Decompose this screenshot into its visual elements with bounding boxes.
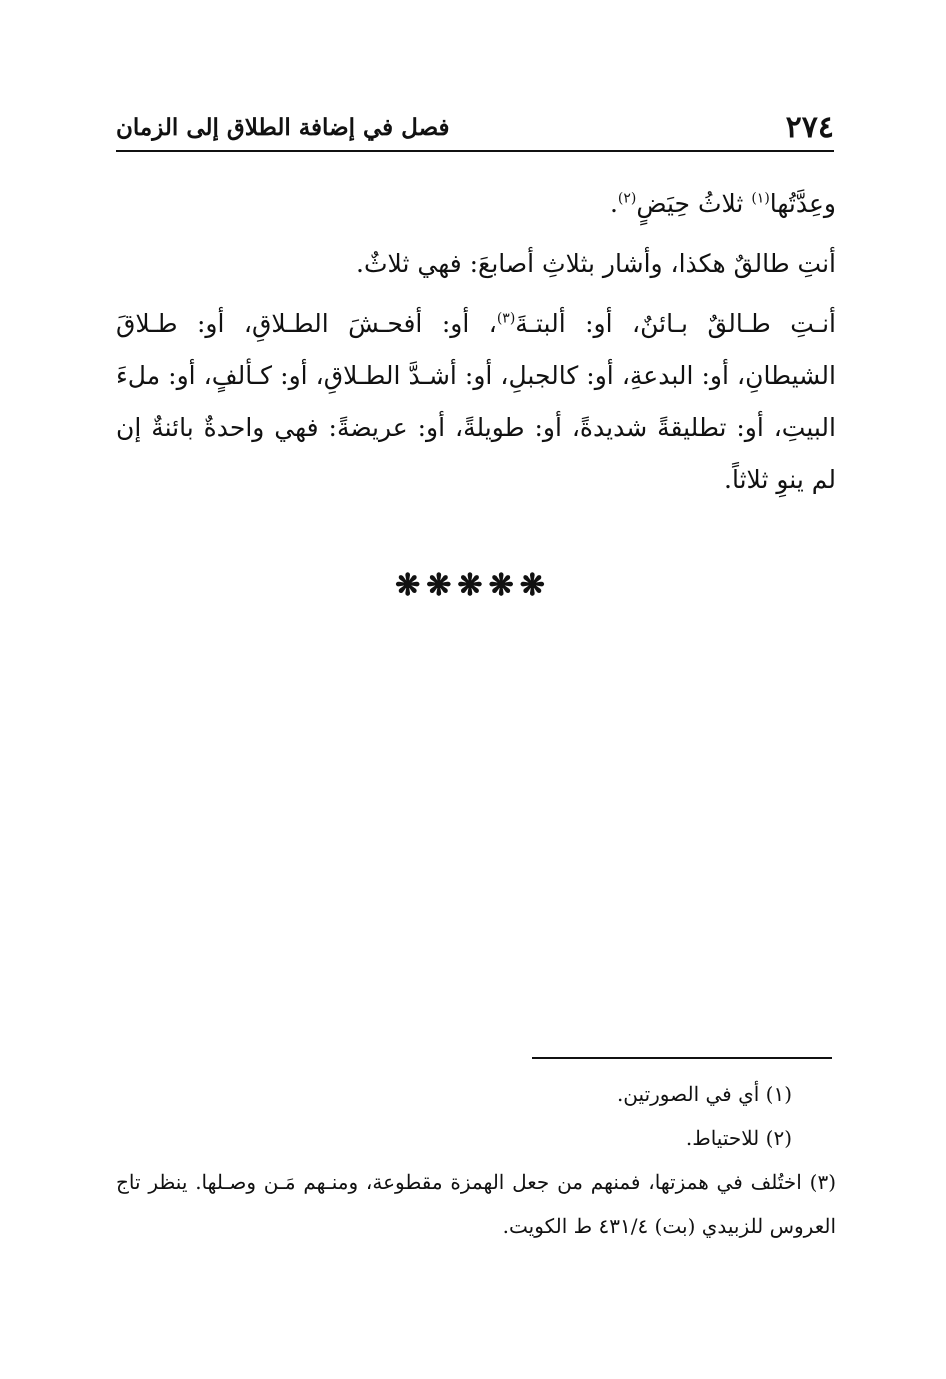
paragraph-1-text: وعِدَّتُها [769,189,836,218]
page-number: ٢٧٤ [785,110,834,145]
footnotes [116,1072,836,1248]
footnote-1: (١) أي في الصورتين. [616,1082,792,1106]
footnote-ref-1: (١) [751,190,770,207]
page-header [116,104,834,152]
paragraph-1 [116,178,836,230]
footnote-ref-2: (٢) [617,190,637,207]
footnote-ref-3: (٣) [496,310,516,327]
footnote-2: (٢) للاحتياط. [685,1126,792,1150]
section-separator: ❋❋❋❋❋ [395,568,551,603]
paragraph-2: أنتِ طالقٌ هكذا، وأشار بثلاثِ أصابعَ: فهي ثلاثٌ. [356,249,836,278]
paragraph-3 [116,298,836,506]
footnote-3: (٣) اختُلف في همزتها، فمنهم من جعل الهمزة مقطوعة، ومنـهم مَـن وصـلها. ينظر تاج العروس للزبيدي (بت) ٤٣١/٤ ط الكويت. [116,1170,836,1238]
paragraph-3-part-1: أنـتِ طـالقٌ بـائنٌ، أو: ألبتـةَ [515,309,836,338]
paragraph-1-text-2: ثلاثُ حِيَضٍ [636,189,752,218]
main-text [116,178,836,514]
footnote-divider [532,1057,832,1059]
paragraph-1-end: . [609,189,618,218]
running-title: فصل في إضافة الطلاق إلى الزمان [116,114,450,141]
paragraph-3-part-2: ، أو: أفحـشَ الطـلاقِ، أو: طـلاقَ الشيطانِ، أو: البدعةِ، أو: كالجبلِ، أو: أشـدَّ الطـلاقِ، أو: كـألفٍ، أو: ملءَ البيتِ، أو: تطليقةً شديدةً، أو: طويلةً، أو: عريضةً: فهي واحدةٌ بائنةٌ إن لم ينوِ ثلاثاً. [116,309,836,494]
